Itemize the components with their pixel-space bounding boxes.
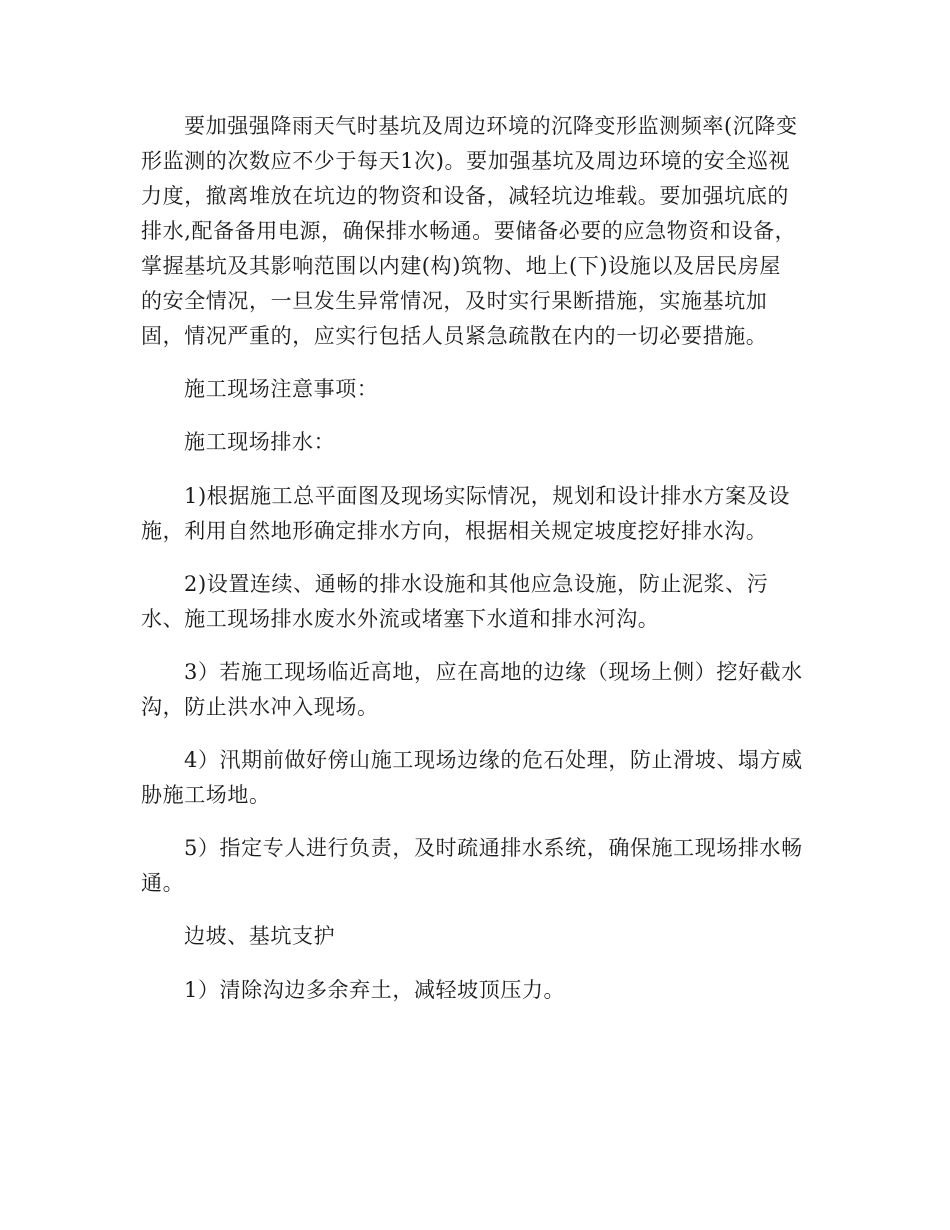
list-item-line: 沟，防止洪水冲入现场。: [141, 695, 379, 719]
text-line: 要加强强降雨天气时基坑及周边环境的沉降变形监测频率(沉降变: [184, 114, 798, 138]
list-item-line: 胁施工场地。: [141, 783, 271, 807]
list-item-line: 3）若施工现场临近高地，应在高地的边缘（现场上侧）挖好截水: [184, 660, 803, 684]
text-line: 力度，撤离堆放在坑边的物资和设备，减轻坑边堆载。要加强坑底的: [141, 184, 789, 208]
list-item-line: 水、施工现场排水废水外流或堵塞下水道和排水河沟。: [141, 607, 660, 631]
text-line: 的安全情况，一旦发生异常情况，及时实行果断措施，实施基坑加: [141, 289, 768, 313]
list-item-line: 5）指定专人进行负责，及时疏通排水系统，确保施工现场排水畅: [184, 836, 803, 860]
list-item-line: 1）清除沟边多余弃土，减轻坡顶压力。: [184, 978, 566, 1002]
list-item-line: 通。: [141, 871, 185, 895]
text-line: 掌握基坑及其影响范围以内建(构)筑物、地上(下)设施以及居民房屋: [141, 254, 781, 278]
section-heading: 施工现场排水：: [184, 430, 336, 454]
list-item-line: 2)设置连续、通畅的排水设施和其他应急设施，防止泥浆、污: [184, 572, 769, 596]
text-line: 排水,配备备用电源，确保排水畅通。要储备必要的应急物资和设备，: [141, 219, 797, 243]
section-heading: 边坡、基坑支护: [184, 924, 336, 948]
section-heading: 施工现场注意事项：: [184, 377, 379, 401]
text-line: 固，情况严重的，应实行包括人员紧急疏散在内的一切必要措施。: [141, 324, 768, 348]
list-item-line: 4）汛期前做好傍山施工现场边缘的危石处理，防止滑坡、塌方威: [184, 748, 803, 772]
text-line: 形监测的次数应不少于每天1次)。要加强基坑及周边环境的安全巡视: [141, 149, 791, 173]
list-item-line: 施，利用自然地形确定排水方向，根据相关规定坡度挖好排水沟。: [141, 519, 768, 543]
list-item-line: 1)根据施工总平面图及现场实际情况，规划和设计排水方案及设: [184, 484, 790, 508]
